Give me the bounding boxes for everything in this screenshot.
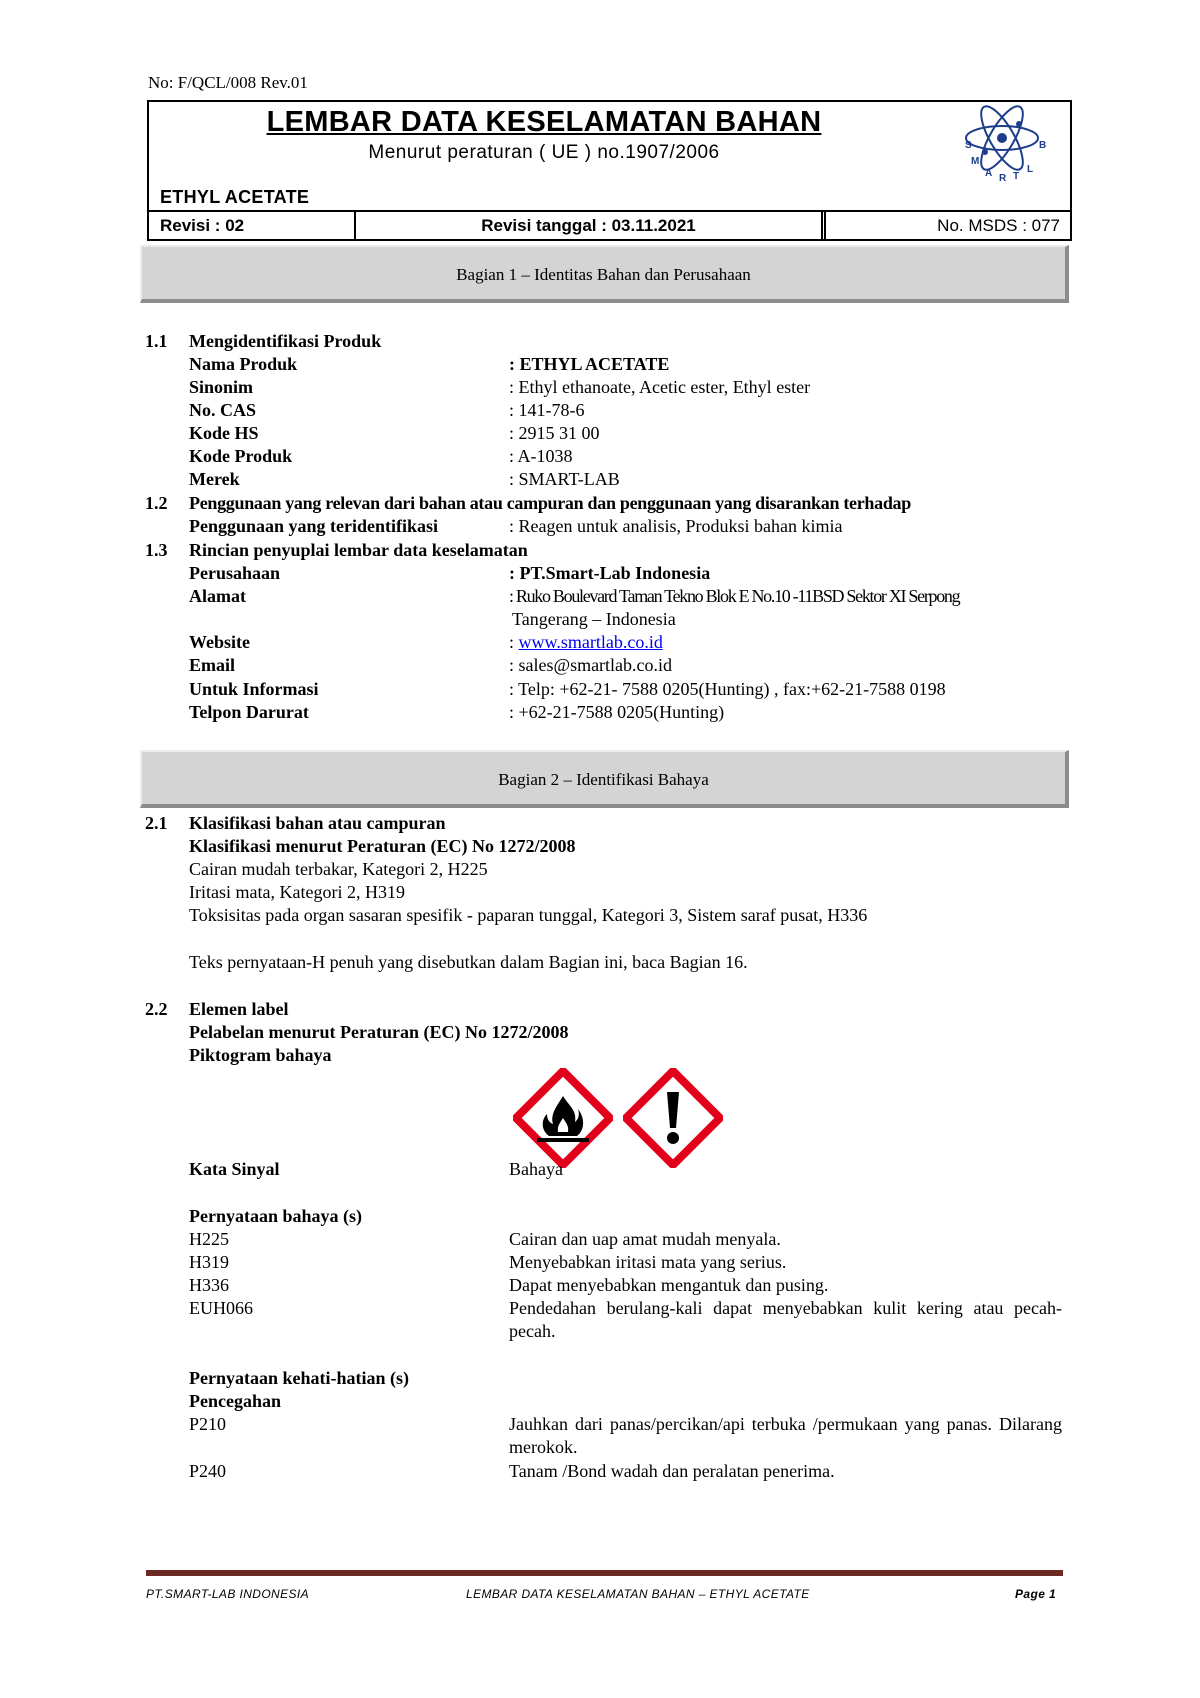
section-1-heading: Bagian 1 – Identitas Bahan dan Perusahaan — [140, 245, 1069, 303]
precaution-code: P240 — [189, 1461, 227, 1481]
document-title: LEMBAR DATA KESELAMATAN BAHAN — [266, 106, 822, 138]
hazard-code: H336 — [189, 1275, 229, 1295]
info-contact-value: : Telp: +62-21- 7588 0205(Hunting) , fax:+62-21-7588 0198 — [509, 679, 946, 699]
flame-pictogram-icon — [513, 1068, 613, 1168]
document-subtitle: Menurut peraturan ( UE ) no.1907/2006 — [368, 142, 720, 163]
subsection-title: Penggunaan yang relevan dari bahan atau campuran dan penggunaan yang disarankan terhadap — [189, 493, 911, 513]
field-label: Kode HS — [189, 423, 259, 443]
hazard-text: Dapat menyebabkan mengantuk dan pusing. — [509, 1275, 829, 1295]
field-label: Kode Produk — [189, 446, 293, 466]
classification-item: Toksisitas pada organ sasaran spesifik - paparan tunggal, Kategori 3, Sistem saraf pusat, H336 — [189, 905, 868, 925]
hazard-statements-title: Pernyataan bahaya (s) — [189, 1206, 363, 1226]
subsection-number: 1.2 — [145, 493, 168, 513]
field-label: Penggunaan yang teridentifikasi — [189, 516, 439, 536]
subsection-title: Rincian penyuplai lembar data keselamatan — [189, 540, 528, 560]
footer-company: PT.SMART-LAB INDONESIA — [146, 1587, 310, 1601]
field-label: Telpon Darurat — [189, 702, 309, 722]
cas-value: : 141-78-6 — [509, 400, 585, 420]
svg-text:R: R — [999, 173, 1007, 184]
classification-title: Klasifikasi menurut Peraturan (EC) No 1272/2008 — [189, 836, 576, 856]
subsection-title: Klasifikasi bahan atau campuran — [189, 813, 446, 833]
website-row: : www.smartlab.co.id — [509, 632, 663, 652]
signal-word-value: Bahaya — [509, 1159, 563, 1179]
hazard-code: H225 — [189, 1229, 229, 1249]
svg-text:M: M — [971, 156, 980, 167]
revision-date: Revisi tanggal : 03.11.2021 — [356, 212, 823, 239]
field-label: Untuk Informasi — [189, 679, 319, 699]
emergency-phone-value: : +62-21-7588 0205(Hunting) — [509, 702, 725, 722]
h-statement-note: Teks pernyataan-H penuh yang disebutkan dalam Bagian ini, baca Bagian 16. — [189, 952, 748, 972]
svg-text:A: A — [985, 168, 993, 179]
brand-value: : SMART-LAB — [509, 469, 620, 489]
footer-document-title: LEMBAR DATA KESELAMATAN BAHAN – ETHYL ACETATE — [466, 1587, 810, 1601]
subsection-number: 1.3 — [145, 540, 168, 560]
field-label: Merek — [189, 469, 240, 489]
field-label: Email — [189, 655, 236, 675]
product-name-value: : ETHYL ACETATE — [509, 354, 670, 374]
subsection-title: Elemen label — [189, 999, 289, 1019]
subsection-number: 2.1 — [145, 813, 168, 833]
svg-text:S: S — [965, 140, 972, 151]
hs-code-value: : 2915 31 00 — [509, 423, 600, 443]
svg-text:B: B — [1039, 140, 1047, 151]
hazard-text: Menyebabkan iritasi mata yang serius. — [509, 1252, 787, 1272]
document-header — [147, 100, 1072, 241]
footer-page-number: Page 1 — [1015, 1587, 1057, 1601]
subsection-title: Mengidentifikasi Produk — [189, 331, 382, 351]
field-label: Sinonim — [189, 377, 254, 397]
email-value: : sales@smartlab.co.id — [509, 655, 673, 675]
pictogram-title: Piktogram bahaya — [189, 1045, 332, 1065]
subsection-number: 2.2 — [145, 999, 168, 1019]
labelling-title: Pelabelan menurut Peraturan (EC) No 1272/2008 — [189, 1022, 569, 1042]
classification-item: Cairan mudah terbakar, Kategori 2, H225 — [189, 859, 488, 879]
precaution-statements-title: Pernyataan kehati-hatian (s) — [189, 1368, 409, 1388]
classification-item: Iritasi mata, Kategori 2, H319 — [189, 882, 405, 902]
field-label: Website — [189, 632, 250, 652]
precaution-code: P210 — [189, 1414, 227, 1434]
header-product-name: ETHYL ACETATE — [160, 187, 310, 207]
hazard-code: EUH066 — [189, 1298, 253, 1318]
precaution-text: Tanam /Bond wadah dan peralatan penerima. — [509, 1461, 835, 1481]
msds-number: No. MSDS : 077 — [937, 216, 1060, 235]
subsection-number: 1.1 — [145, 331, 168, 351]
synonym-value: : Ethyl ethanoate, Acetic ester, Ethyl ester — [509, 377, 811, 397]
prevention-title: Pencegahan — [189, 1391, 281, 1411]
footer-divider — [146, 1570, 1063, 1576]
section-2-heading: Bagian 2 – Identifikasi Bahaya — [140, 750, 1069, 808]
revision-number: Revisi : 02 — [149, 212, 356, 239]
address-value: : Ruko Boulevard Taman Tekno Blok E No.10 -11BSD Sektor XI Serpong — [509, 586, 960, 606]
document-number: No: F/QCL/008 Rev.01 — [148, 73, 308, 92]
hazard-text: Cairan dan uap amat mudah menyala. — [509, 1229, 781, 1249]
field-label: Nama Produk — [189, 354, 298, 374]
field-label: Perusahaan — [189, 563, 281, 583]
product-code-value: : A-1038 — [509, 446, 573, 466]
signal-word-label: Kata Sinyal — [189, 1159, 280, 1179]
usage-value: : Reagen untuk analisis, Produksi bahan kimia — [509, 516, 843, 536]
hazard-code: H319 — [189, 1252, 229, 1272]
svg-text:T: T — [1013, 171, 1020, 182]
header-revision-row — [149, 210, 1070, 239]
exclamation-pictogram-icon — [623, 1068, 723, 1168]
field-label: No. CAS — [189, 400, 257, 420]
svg-text:L: L — [1027, 164, 1034, 175]
smart-lab-logo-icon — [947, 102, 1057, 205]
field-label: Alamat — [189, 586, 246, 606]
precaution-text: Jauhkan dari panas/percikan/api terbuka /permukaan yang panas. Dilarang merokok. — [509, 1414, 1062, 1457]
hazard-text: Pendedahan berulang-kali dapat menyebabkan kulit kering atau pecah-pecah. — [509, 1298, 1062, 1341]
company-value: : PT.Smart-Lab Indonesia — [509, 563, 711, 583]
website-link[interactable]: www.smartlab.co.id — [518, 632, 663, 652]
address-value-line2: Tangerang – Indonesia — [512, 609, 676, 629]
